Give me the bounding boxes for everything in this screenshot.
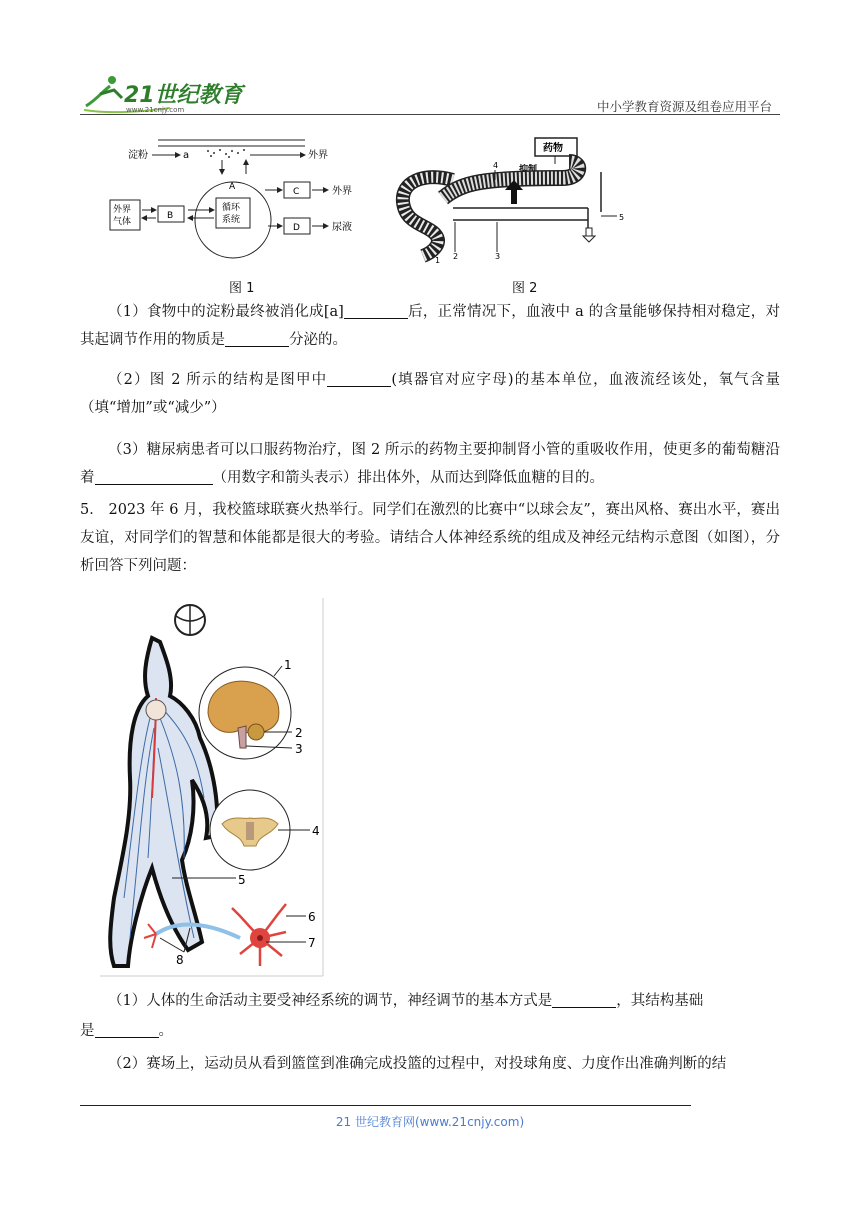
fig1-B-label: B [167, 211, 174, 221]
q4-part2-text-a: （2）图 2 所示的结构是图甲中 [108, 372, 328, 388]
q5-part1-text-a: （1）人体的生命活动主要受神经系统的调节，神经调节的基本方式是 [108, 993, 553, 1009]
q4-blank-2[interactable] [225, 330, 289, 347]
q4-part2 [80, 366, 780, 422]
nerve-label-4: 4 [312, 824, 320, 838]
q4-part1-text-c: 定，对其起调节作用的物质是 [80, 304, 781, 348]
q4-blank-4[interactable] [95, 468, 213, 485]
q5-blank-2[interactable] [95, 1021, 159, 1038]
q5-intro: 5． 2023 年 6 月，我校篮球联赛火热举行。同学们在激烈的比赛中“以球会友”，赛出风格、赛出水平，赛出友谊，对同学们的智慧和体能都是很大的考验。请结合人体神经系统的组成及神经元结构示意图（如图），分析回答下列问题： [80, 502, 780, 574]
fig1-C-label: C [293, 187, 300, 197]
fig1-outside-air-line2: 气体 [113, 217, 132, 227]
q5-part1 [80, 987, 780, 1015]
header-platform-name: 中小学教育资源及组卷应用平台 [596, 99, 772, 114]
fig1-particles [207, 149, 245, 158]
footer-link[interactable]: 21 世纪教育网(www.21cnjy.com) [335, 1115, 525, 1129]
fig1-outside-top: 外界 [308, 150, 328, 161]
site-logo [80, 70, 250, 114]
header-divider [80, 114, 780, 115]
q5-part2: （2）赛场上，运动员从看到篮筐到准确完成投篮的过程中，对投球角度、力度作出准确判断的结 [108, 1056, 727, 1072]
fig2-label-2: 2 [453, 252, 459, 261]
nerve-label-6: 6 [308, 910, 316, 924]
fig1-circulation-line1: 循环 [222, 203, 241, 213]
q5-part1-text-c: 是 [80, 1023, 95, 1039]
q5-part1-cont [80, 1017, 780, 1045]
fig1-urine: 尿液 [332, 222, 352, 233]
q5-blank-1[interactable] [552, 991, 616, 1008]
q4-part2-text-b: (填器官对应字母)的基本单位，血液流经该处，氧气含量 [391, 372, 781, 388]
fig1-D-label: D [293, 223, 300, 233]
q4-blank-3[interactable] [327, 370, 391, 387]
fig1-starch-label: 淀粉 [128, 150, 148, 161]
nerve-label-3: 3 [295, 742, 303, 756]
neuron-terminals [144, 924, 156, 948]
q5-part1-text-b: ，其结构基础 [616, 993, 704, 1009]
fig1-A-label: A [229, 182, 236, 192]
q4-blank-1[interactable] [344, 302, 408, 319]
nerve-label-8: 8 [176, 953, 184, 967]
fig1-outside-air-line1: 外界 [113, 205, 132, 215]
fig2-label-4: 4 [493, 161, 499, 170]
q4-part3-text-a: （3）糖尿病患者可以口服药物治疗，图 2 所示的药物主要抑制肾小管的重吸收作用，使更多的葡 [108, 442, 737, 458]
nervous-system-figure [100, 598, 325, 982]
figure-2-caption: 图 2 [512, 281, 538, 296]
fig2-label-5: 5 [619, 213, 625, 222]
fig2-drug-label: 药物 [543, 143, 563, 154]
figure-2 [393, 132, 643, 271]
q4-part1-text-a: （1）食物中的淀粉最终被消化成[a] [108, 304, 344, 320]
figure-1 [100, 130, 380, 274]
fig2-label-3: 3 [495, 252, 501, 261]
nerve-label-7: 7 [308, 936, 316, 950]
nerve-label-5: 5 [238, 873, 246, 887]
q4-part3-text-b: 萄糖沿着 [80, 442, 780, 486]
fig2-inhibit-label: 抑制 [519, 165, 538, 175]
fig2-label-1: 1 [435, 256, 441, 265]
logo-text: 21世纪教育 [124, 83, 243, 108]
figure-1-caption: 图 1 [229, 281, 255, 296]
q4-part1-text-d: 分泌的。 [289, 332, 347, 348]
fig1-a-label: a [183, 150, 190, 161]
nerve-label-1: 1 [284, 658, 292, 672]
q5-part1-text-d: 。 [158, 1023, 173, 1039]
logo-subtext: www.21cnjy.com [126, 106, 185, 114]
q4-part1-text-b: 后，正常情况下，血液中 a 的含量能够保持相对稳 [407, 304, 737, 320]
q4-part3 [80, 436, 780, 492]
footer-divider [80, 1105, 691, 1106]
q4-part2-text-c: （填“增加”或“减少”） [80, 400, 226, 416]
basketball-icon [175, 605, 205, 635]
q4-part1 [80, 298, 780, 354]
nerve-label-2: 2 [295, 726, 303, 740]
q4-part3-text-c: （用数字和箭头表示）排出体外，从而达到降低血糖的目的。 [212, 470, 604, 486]
fig1-outside-right: 外界 [332, 186, 352, 197]
fig1-circulation-line2: 系统 [222, 215, 241, 225]
